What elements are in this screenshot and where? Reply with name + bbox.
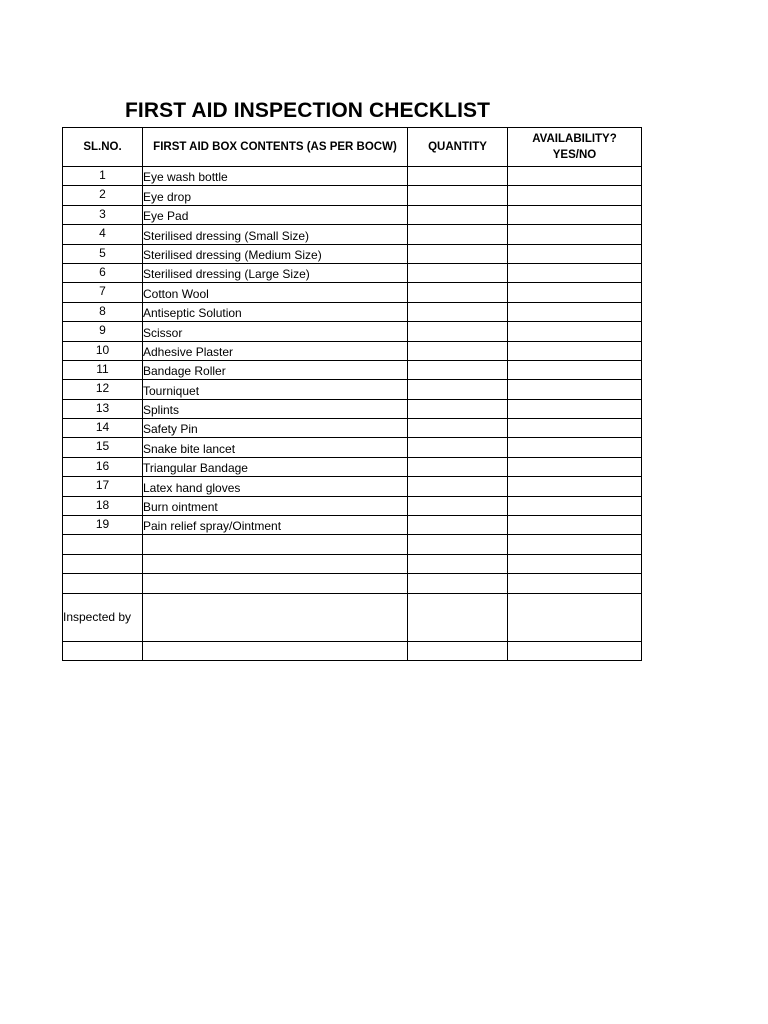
quantity-cell[interactable] <box>408 457 508 476</box>
row-item: Cotton Wool <box>143 283 408 302</box>
quantity-cell[interactable] <box>408 360 508 379</box>
inspected-by-label: Inspected by <box>63 593 143 641</box>
availability-cell[interactable] <box>508 360 642 379</box>
quantity-cell[interactable] <box>408 341 508 360</box>
quantity-cell[interactable] <box>408 186 508 205</box>
row-item: Antiseptic Solution <box>143 302 408 321</box>
row-item: Sterilised dressing (Medium Size) <box>143 244 408 263</box>
row-number: 5 <box>63 244 143 263</box>
row-number: 8 <box>63 302 143 321</box>
table-row <box>63 205 642 224</box>
blank-cell[interactable] <box>508 641 642 660</box>
availability-cell[interactable] <box>508 302 642 321</box>
availability-cell[interactable] <box>508 399 642 418</box>
row-number: 15 <box>63 438 143 457</box>
quantity-cell[interactable] <box>408 380 508 399</box>
availability-cell[interactable] <box>508 516 642 535</box>
availability-cell[interactable] <box>508 477 642 496</box>
row-item: Latex hand gloves <box>143 477 408 496</box>
blank-cell[interactable] <box>508 574 642 593</box>
table-row <box>63 457 642 476</box>
quantity-cell[interactable] <box>408 438 508 457</box>
page-title: FIRST AID INSPECTION CHECKLIST <box>125 99 491 122</box>
availability-cell[interactable] <box>508 322 642 341</box>
availability-cell[interactable] <box>508 341 642 360</box>
row-item: Splints <box>143 399 408 418</box>
row-item: Sterilised dressing (Large Size) <box>143 263 408 282</box>
quantity-cell[interactable] <box>408 263 508 282</box>
availability-cell[interactable] <box>508 496 642 515</box>
blank-cell[interactable] <box>63 574 143 593</box>
row-number: 4 <box>63 225 143 244</box>
table-row <box>63 380 642 399</box>
blank-cell[interactable] <box>408 574 508 593</box>
availability-cell[interactable] <box>508 205 642 224</box>
blank-cell[interactable] <box>63 641 143 660</box>
table-row <box>63 438 642 457</box>
blank-row <box>63 554 642 573</box>
header-availability-line1: AVAILABILITY? <box>532 133 617 145</box>
blank-cell[interactable] <box>63 535 143 554</box>
row-item: Bandage Roller <box>143 360 408 379</box>
header-availability-line2: YES/NO <box>552 149 597 161</box>
row-item: Eye drop <box>143 186 408 205</box>
inspected-by-quantity-cell[interactable] <box>408 593 508 641</box>
availability-cell[interactable] <box>508 244 642 263</box>
table-row <box>63 477 642 496</box>
checklist-body <box>63 167 642 661</box>
table-row <box>63 225 642 244</box>
quantity-cell[interactable] <box>408 225 508 244</box>
row-item: Scissor <box>143 322 408 341</box>
row-number: 2 <box>63 186 143 205</box>
blank-row <box>63 535 642 554</box>
availability-cell[interactable] <box>508 457 642 476</box>
inspected-by-row <box>63 593 642 641</box>
table-row <box>63 283 642 302</box>
row-number: 3 <box>63 205 143 224</box>
table-row <box>63 341 642 360</box>
table-header-row <box>63 128 642 167</box>
availability-cell[interactable] <box>508 225 642 244</box>
row-number: 16 <box>63 457 143 476</box>
row-item: Triangular Bandage <box>143 457 408 476</box>
table-row <box>63 186 642 205</box>
table-row <box>63 496 642 515</box>
table-row <box>63 322 642 341</box>
table-row <box>63 302 642 321</box>
inspected-by-name-cell[interactable] <box>143 593 408 641</box>
table-row <box>63 244 642 263</box>
row-item: Tourniquet <box>143 380 408 399</box>
header-slno: SL.NO. <box>63 128 143 167</box>
quantity-cell[interactable] <box>408 283 508 302</box>
blank-cell[interactable] <box>508 554 642 573</box>
row-number: 11 <box>63 360 143 379</box>
quantity-cell[interactable] <box>408 322 508 341</box>
row-number: 1 <box>63 167 143 186</box>
row-item: Pain relief spray/Ointment <box>143 516 408 535</box>
row-item: Snake bite lancet <box>143 438 408 457</box>
table-row <box>63 419 642 438</box>
row-item: Sterilised dressing (Small Size) <box>143 225 408 244</box>
table-row <box>63 399 642 418</box>
quantity-cell[interactable] <box>408 477 508 496</box>
blank-cell[interactable] <box>408 641 508 660</box>
row-item: Eye Pad <box>143 205 408 224</box>
row-item: Safety Pin <box>143 419 408 438</box>
availability-cell[interactable] <box>508 263 642 282</box>
availability-cell[interactable] <box>508 186 642 205</box>
table-row <box>63 263 642 282</box>
table-row <box>63 360 642 379</box>
inspected-by-availability-cell[interactable] <box>508 593 642 641</box>
quantity-cell[interactable] <box>408 419 508 438</box>
blank-cell[interactable] <box>408 535 508 554</box>
blank-cell[interactable] <box>63 554 143 573</box>
header-contents: FIRST AID BOX CONTENTS (AS PER BOCW) <box>143 128 408 167</box>
row-item: Eye wash bottle <box>143 167 408 186</box>
blank-row <box>63 641 642 660</box>
blank-row <box>63 574 642 593</box>
availability-cell[interactable] <box>508 283 642 302</box>
blank-cell[interactable] <box>143 574 408 593</box>
blank-cell[interactable] <box>508 535 642 554</box>
blank-cell[interactable] <box>408 554 508 573</box>
blank-cell[interactable] <box>143 535 408 554</box>
quantity-cell[interactable] <box>408 302 508 321</box>
row-number: 14 <box>63 419 143 438</box>
row-number: 18 <box>63 496 143 515</box>
quantity-cell[interactable] <box>408 516 508 535</box>
row-number: 6 <box>63 263 143 282</box>
header-quantity: QUANTITY <box>408 128 508 167</box>
table-row <box>63 167 642 186</box>
quantity-cell[interactable] <box>408 399 508 418</box>
availability-cell[interactable] <box>508 380 642 399</box>
availability-cell[interactable] <box>508 419 642 438</box>
row-number: 7 <box>63 283 143 302</box>
quantity-cell[interactable] <box>408 244 508 263</box>
row-number: 9 <box>63 322 143 341</box>
header-availability <box>508 128 642 167</box>
availability-cell[interactable] <box>508 438 642 457</box>
row-number: 12 <box>63 380 143 399</box>
quantity-cell[interactable] <box>408 496 508 515</box>
quantity-cell[interactable] <box>408 205 508 224</box>
table-row <box>63 516 642 535</box>
blank-cell[interactable] <box>143 641 408 660</box>
row-item: Adhesive Plaster <box>143 341 408 360</box>
blank-cell[interactable] <box>143 554 408 573</box>
row-item: Burn ointment <box>143 496 408 515</box>
row-number: 17 <box>63 477 143 496</box>
row-number: 19 <box>63 516 143 535</box>
checklist-table <box>62 127 642 661</box>
row-number: 10 <box>63 341 143 360</box>
quantity-cell[interactable] <box>408 167 508 186</box>
availability-cell[interactable] <box>508 167 642 186</box>
row-number: 13 <box>63 399 143 418</box>
